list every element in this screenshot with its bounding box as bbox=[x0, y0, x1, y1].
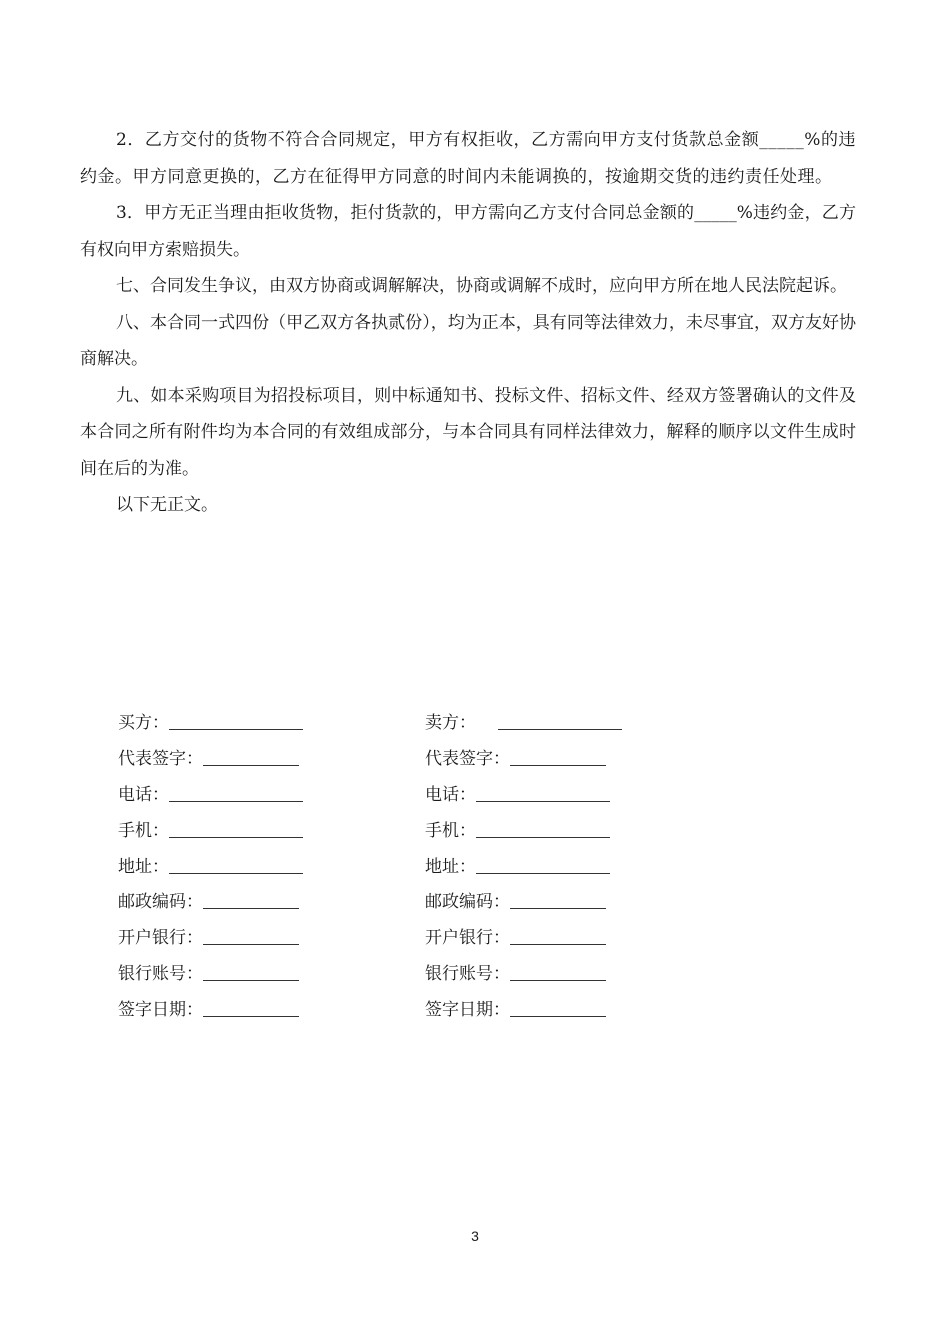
buyer-account-field bbox=[118, 956, 299, 993]
clause-7-dispute-resolution: 七、合同发生争议，由双方协商或调解解决，协商或调解不成时，应向甲方所在地人民法院起诉。 bbox=[116, 276, 847, 296]
buyer-postcode-label: 邮政编码： bbox=[118, 892, 203, 913]
sig-row-postcode bbox=[118, 884, 638, 920]
buyer-postcode-field bbox=[118, 884, 299, 921]
seller-postcode-label: 邮政编码： bbox=[425, 892, 510, 913]
clause-3-unjustified-rejection: 3．甲方无正当理由拒收货物，拒付货款的，甲方需向乙方支付合同总金额的_____%违约金，乙方有权向甲方索赔损失。 bbox=[80, 203, 856, 260]
buyer-account-label: 银行账号： bbox=[118, 964, 203, 985]
sig-row-date bbox=[118, 992, 638, 1028]
buyer-phone-blank bbox=[169, 779, 303, 802]
seller-bank-blank bbox=[510, 922, 606, 945]
seller-postcode-blank bbox=[510, 886, 606, 909]
buyer-date-label: 签字日期： bbox=[118, 1000, 203, 1021]
buyer-bank-blank bbox=[203, 922, 299, 945]
seller-party-field bbox=[425, 705, 622, 742]
sig-row-phone bbox=[118, 777, 638, 813]
seller-mobile-blank bbox=[476, 815, 610, 838]
seller-representative-blank bbox=[510, 743, 606, 766]
seller-address-blank bbox=[476, 851, 610, 874]
seller-postcode-field bbox=[425, 884, 606, 921]
buyer-representative-field bbox=[118, 741, 299, 778]
seller-address-field bbox=[425, 849, 610, 886]
buyer-phone-field bbox=[118, 777, 303, 814]
buyer-postcode-blank bbox=[203, 886, 299, 909]
buyer-bank-field bbox=[118, 920, 299, 957]
sig-row-party bbox=[118, 705, 638, 741]
seller-representative-field bbox=[425, 741, 606, 778]
signature-block bbox=[118, 705, 638, 1028]
buyer-party-field bbox=[118, 705, 303, 742]
buyer-representative-blank bbox=[203, 743, 299, 766]
seller-address-label: 地址： bbox=[425, 856, 476, 877]
buyer-address-blank bbox=[169, 851, 303, 874]
sig-row-mobile bbox=[118, 813, 638, 849]
seller-date-label: 签字日期： bbox=[425, 1000, 510, 1021]
seller-party-blank bbox=[498, 707, 622, 730]
seller-date-field bbox=[425, 992, 606, 1029]
seller-account-field bbox=[425, 956, 606, 993]
sig-row-bank bbox=[118, 920, 638, 956]
buyer-date-field bbox=[118, 992, 299, 1029]
clause-9-bidding-documents: 九、如本采购项目为招投标项目，则中标通知书、投标文件、招标文件、经双方签署确认的文件及本合同之所有附件均为本合同的有效组成部分，与本合同具有同样法律效力，解释的顺序以文件生成时间在后的为准。 bbox=[80, 385, 856, 479]
sig-row-address bbox=[118, 849, 638, 885]
buyer-account-blank bbox=[203, 958, 299, 981]
seller-party-label: 卖方： bbox=[425, 713, 476, 733]
buyer-party-label: 买方： bbox=[118, 713, 169, 733]
sig-row-account bbox=[118, 956, 638, 992]
buyer-mobile-blank bbox=[169, 815, 303, 838]
contract-clauses bbox=[80, 122, 856, 524]
end-of-text-note: 以下无正文。 bbox=[116, 495, 218, 515]
buyer-mobile-label: 手机： bbox=[118, 820, 169, 841]
seller-account-blank bbox=[510, 958, 606, 981]
buyer-phone-label: 电话： bbox=[118, 784, 169, 805]
seller-phone-blank bbox=[476, 779, 610, 802]
clause-2-nonconforming-goods: 2．乙方交付的货物不符合合同规定，甲方有权拒收，乙方需向甲方支付货款总金额_____%的违约金。甲方同意更换的，乙方在征得甲方同意的时间内未能调换的，按逾期交货的违约责任处理。 bbox=[80, 130, 856, 187]
buyer-date-blank bbox=[203, 994, 299, 1017]
clause-8-copies: 八、本合同一式四份（甲乙双方各执贰份），均为正本，具有同等法律效力，未尽事宜，双方友好协商解决。 bbox=[80, 312, 856, 369]
buyer-address-field bbox=[118, 849, 303, 886]
seller-bank-field bbox=[425, 920, 606, 957]
seller-mobile-label: 手机： bbox=[425, 820, 476, 841]
seller-account-label: 银行账号： bbox=[425, 964, 510, 985]
buyer-party-blank bbox=[169, 707, 303, 730]
seller-phone-field bbox=[425, 777, 610, 814]
page-number: 3 bbox=[471, 1228, 479, 1244]
buyer-bank-label: 开户银行： bbox=[118, 928, 203, 949]
seller-date-blank bbox=[510, 994, 606, 1017]
seller-representative-label: 代表签字： bbox=[425, 748, 510, 769]
seller-bank-label: 开户银行： bbox=[425, 928, 510, 949]
seller-mobile-field bbox=[425, 813, 610, 850]
buyer-representative-label: 代表签字： bbox=[118, 748, 203, 769]
sig-row-representative bbox=[118, 741, 638, 777]
buyer-mobile-field bbox=[118, 813, 303, 850]
seller-phone-label: 电话： bbox=[425, 784, 476, 805]
buyer-address-label: 地址： bbox=[118, 856, 169, 877]
